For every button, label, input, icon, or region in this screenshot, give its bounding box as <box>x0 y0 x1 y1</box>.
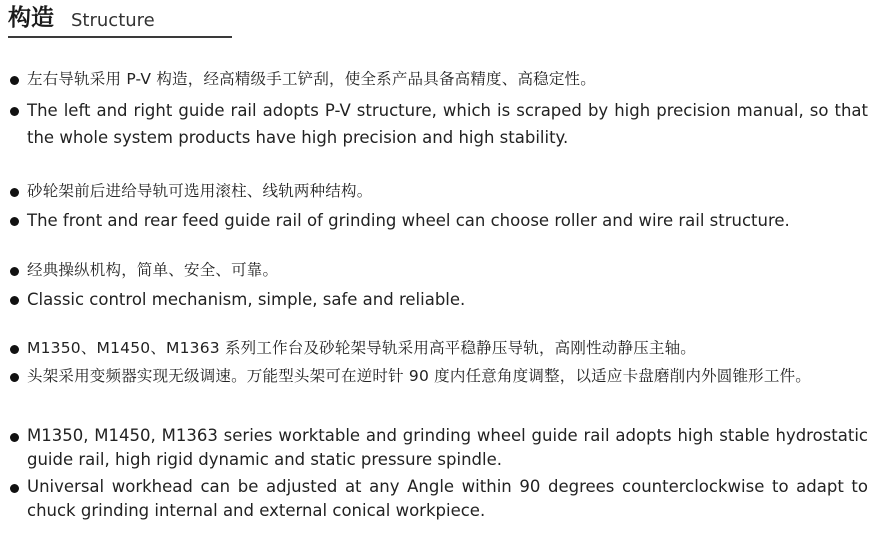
item-text: Classic control mechanism, simple, safe and reliable. <box>27 290 466 309</box>
item-text: 砂轮架前后进给导轨可选用滚柱、线轨两种结构。 <box>27 182 373 200</box>
bullet-icon <box>10 296 19 305</box>
bullet-icon <box>10 107 19 116</box>
item-text: 左右导轨采用 P-V 构造，经高精级手工铲刮，使全系产品具备高精度、高稳定性。 <box>27 70 596 88</box>
item-text: The front and rear feed guide rail of grinding wheel can choose roller and wire rail structure. <box>27 211 790 230</box>
item-text: 头架采用变频器实现无级调速。万能型头架可在逆时针 90 度内任意角度调整，以适应卡盘磨削内外圆锥形工件。 <box>27 367 811 385</box>
bullet-icon <box>10 433 19 442</box>
bullet-icon <box>10 76 19 85</box>
bullet-icon <box>10 267 19 276</box>
section-title-cn: 构造 <box>8 5 54 31</box>
bullet-icon <box>10 373 19 382</box>
section-title-en: Structure <box>71 10 155 31</box>
item-text: The left and right guide rail adopts P-V structure, which is scraped by high precision manual, so that the whole system products have high precision and high stability. <box>27 101 868 147</box>
item-text: Universal workhead can be adjusted at any Angle within 90 degrees counterclockwise to adapt to chuck grinding internal and external conical workpiece. <box>27 477 868 520</box>
item-text: M1350, M1450, M1363 series worktable and grinding wheel guide rail adopts high stable hydrostatic guide rail, high rigid dynamic and static pressure spindle. <box>27 426 868 469</box>
bullet-icon <box>10 484 19 493</box>
item-text: M1350、M1450、M1363 系列工作台及砂轮架导轨采用高平稳静压导轨，高刚性动静压主轴。 <box>27 339 696 357</box>
section-header <box>8 4 232 38</box>
bullet-icon <box>10 188 19 197</box>
bullet-icon <box>10 345 19 354</box>
item-text: 经典操纵机构，简单、安全、可靠。 <box>27 261 279 279</box>
bullet-icon <box>10 217 19 226</box>
